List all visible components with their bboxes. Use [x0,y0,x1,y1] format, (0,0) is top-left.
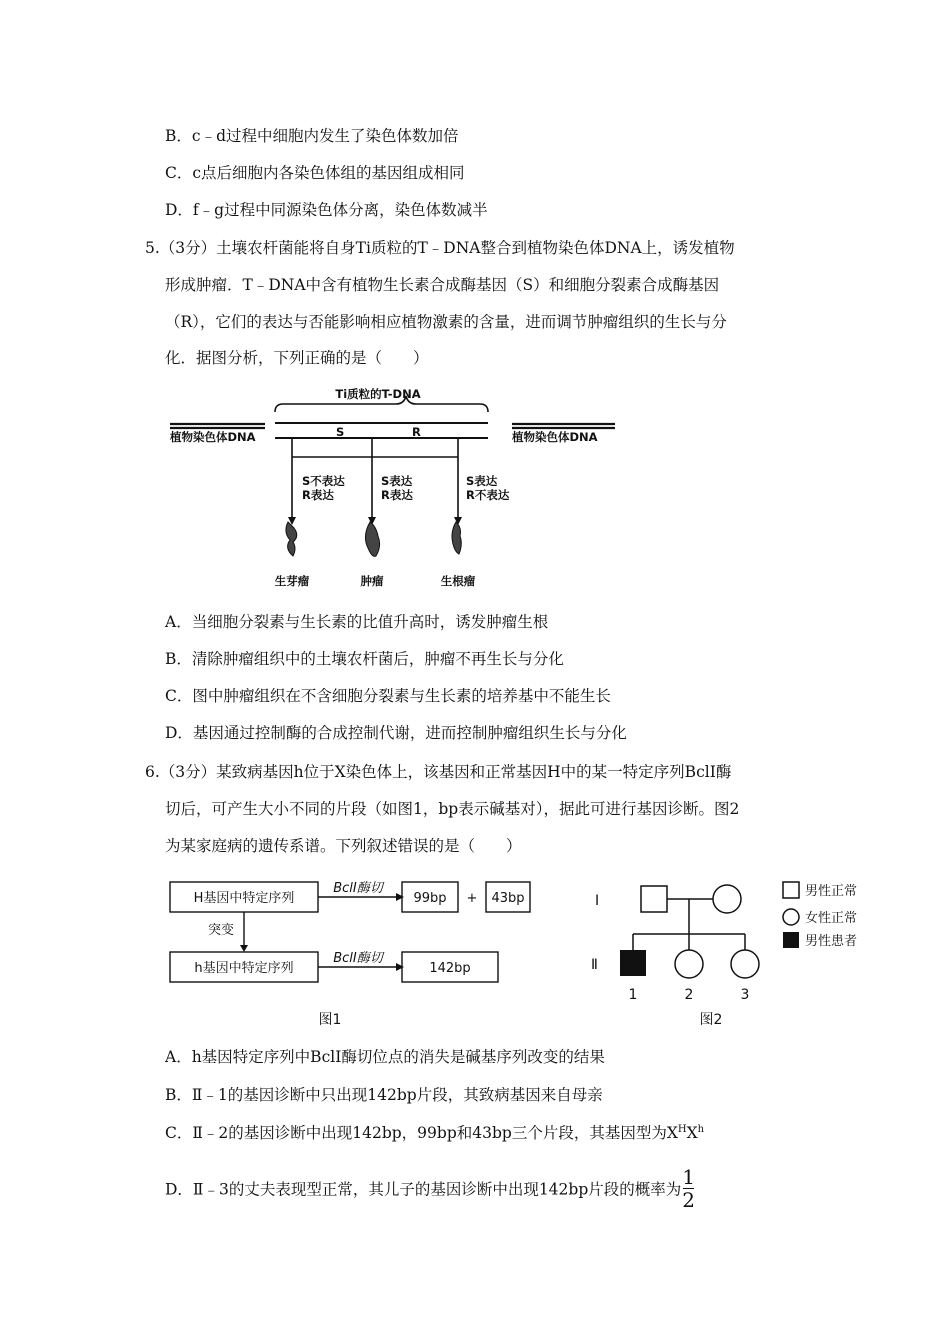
female-normal-child-2-icon [675,950,703,978]
q6-stem-line-2: 切后，可产生大小不同的片段（如图1，bp表示碱基对），据此可进行基因诊断。图2 [165,800,740,818]
individual-2-label: 2 [684,987,694,1003]
individual-3-label: 3 [740,987,750,1003]
q6-option-d-text: D．Ⅱ﹣3的丈夫表现型正常，其儿子的基因诊断中出现142bp片段的概率为 [165,1180,682,1199]
fig1-enzyme-lower: BclⅠ酶切 [333,951,383,966]
male-affected-child-1-icon [620,950,646,976]
q5-stem-line-3: （R），它们的表达与否能影响相应植物激素的含量，进而调节肿瘤组织的生长与分 [165,313,727,331]
legend-female-normal-icon [783,909,799,925]
q5-option-c: C．图中肿瘤组织在不含细胞分裂素与生长素的培养基中不能生长 [165,687,611,705]
fig1-frag-43: 43bp [491,891,525,906]
branch2-line1: S表达 [381,474,413,488]
legend-male-normal-label: 男性正常 [805,884,858,899]
option-b-prev: B．c﹣d过程中细胞内发生了染色体数加倍 [165,127,459,145]
fraction-numerator: 1 [682,1165,695,1189]
fig2-pedigree [585,872,885,1032]
fig1-mutation-label: 突变 [208,923,235,938]
q6-option-d [165,1166,695,1211]
q5-stem-line-1: 5.（3分）土壤农杆菌能将自身Ti质粒的T﹣DNA整合到植物染色体DNA上，诱发植物 [145,239,735,257]
female-normal-child-3-icon [731,950,759,978]
fig1-h-seq-label: H基因中特定序列 [193,891,295,906]
q6-option-c-text: C．Ⅱ﹣2的基因诊断中出现142bp，99bp和43bp三个片段，其基因型为X [165,1124,678,1142]
fig1-plus: + [466,891,478,906]
legend-male-normal-icon [783,882,799,898]
branch2-line2: R表达 [381,488,413,502]
genotype-x-second: X [686,1124,698,1142]
root-tumor-icon [452,522,461,554]
gene-s-label: S [336,425,345,439]
branch3-line2: R不表达 [466,488,510,502]
option-d-prev: D．f﹣g过程中同源染色体分离，染色体数减半 [165,201,488,219]
tumor-icon [365,522,379,556]
legend-female-normal-label: 女性正常 [805,911,858,926]
genotype-sup-h-upper: H [677,1123,687,1135]
bud-tumor-icon [286,522,297,556]
legend-male-affected-label: 男性患者 [805,934,858,949]
q6-option-c [165,1121,704,1143]
genotype-sup-h-lower: h [697,1123,705,1135]
q5-stem-line-4: 化．据图分析，下列正确的是（ ） [165,349,429,367]
q6-option-a: A．h基因特定序列中BclⅠ酶切位点的消失是碱基序列改变的结果 [165,1048,605,1066]
fig1-digestion-diagram [160,872,550,1032]
male-normal-parent-icon [641,886,667,912]
branch1-line2: R表达 [302,488,334,502]
right-chromosome-label: 植物染色体DNA [512,430,598,444]
q5-tdna-figure [160,382,630,594]
tumor-label: 肿瘤 [360,574,384,588]
q5-option-d: D．基因通过控制酶的合成控制代谢，进而控制肿瘤组织生长与分化 [165,724,627,742]
q6-stem-line-1: 6.（3分）某致病基因h位于X染色体上，该基因和正常基因H中的某一特定序列BclI酶 [145,763,732,781]
fig2-caption: 图2 [699,1012,723,1028]
gene-r-label: R [412,425,421,439]
generation-ii-label: Ⅱ [591,957,598,973]
individual-1-label: 1 [628,987,638,1003]
fig1-h-mutant-label: h基因中特定序列 [194,961,294,976]
q5-stem-line-2: 形成肿瘤．T﹣DNA中含有植物生长素合成酶基因（S）和细胞分裂素合成酶基因 [165,276,720,294]
root-tumor-label: 生根瘤 [440,574,476,588]
fig1-frag-142: 142bp [429,961,471,976]
female-normal-parent-icon [713,885,741,913]
q6-stem-line-3: 为某家庭病的遗传系谱。下列叙述错误的是（ ） [165,837,522,855]
q5-option-b: B．清除肿瘤组织中的土壤农杆菌后，肿瘤不再生长与分化 [165,650,564,668]
probability-fraction [682,1166,695,1211]
branch1-line1: S不表达 [302,474,345,488]
generation-i-label: Ⅰ [595,893,600,909]
q5-option-a: A．当细胞分裂素与生长素的比值升高时，诱发肿瘤生根 [165,613,549,631]
option-c-prev: C．c点后细胞内各染色体组的基因组成相同 [165,164,465,182]
fig1-frag-99: 99bp [413,891,447,906]
fraction-denominator: 2 [682,1188,695,1212]
branch3-line1: S表达 [466,474,498,488]
left-chromosome-label: 植物染色体DNA [170,430,256,444]
legend-male-affected-icon [783,932,799,948]
fig1-caption: 图1 [318,1012,342,1028]
fig-title-tdna: Ti质粒的T-DNA [335,387,421,401]
q6-option-b: B．Ⅱ﹣1的基因诊断中只出现142bp片段，其致病基因来自母亲 [165,1086,603,1104]
fig1-enzyme-upper: BclⅠ酶切 [333,881,383,896]
bud-tumor-label: 生芽瘤 [274,574,310,588]
